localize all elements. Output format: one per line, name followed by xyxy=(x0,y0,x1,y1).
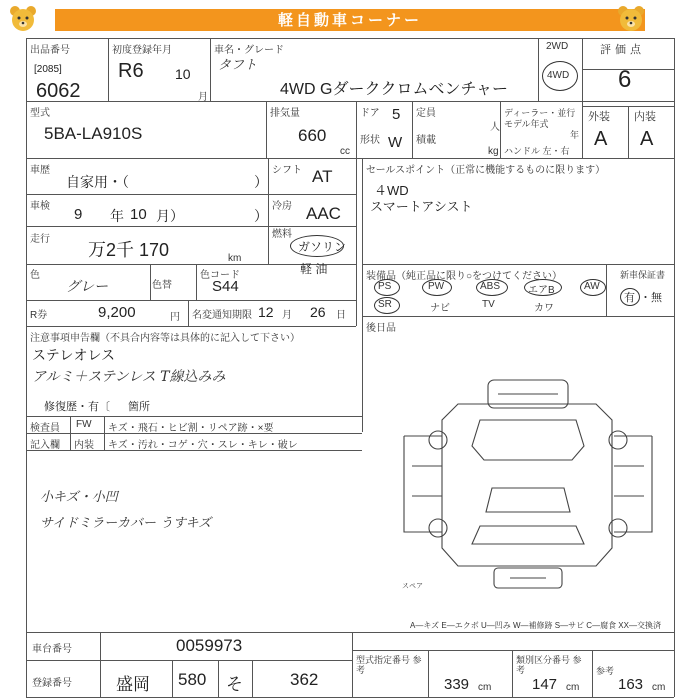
notes-line: ステレオレス xyxy=(32,347,116,363)
registration-kana: そ xyxy=(226,675,243,694)
doors-label: ドア xyxy=(360,108,380,119)
inspection-close: ） xyxy=(254,208,268,224)
spare-tire-label: スペア xyxy=(402,582,423,590)
capacity-label: 定員 xyxy=(416,108,436,119)
equipment-item: SR xyxy=(378,299,392,310)
handle-label: ハンドル 左・右 xyxy=(504,146,570,156)
equipment-item: AW xyxy=(584,281,600,292)
width-value: 147 xyxy=(532,676,558,693)
width-unit: cm xyxy=(566,682,580,693)
exterior-grade: A xyxy=(594,128,608,150)
mileage-label: 走行 xyxy=(30,234,50,245)
repair-close: 箇所 xyxy=(128,401,150,413)
equipment-label: 装備品（純正品に限り○をつけてください） xyxy=(366,271,563,282)
model-year-label: モデル年式 xyxy=(504,119,549,129)
exterior-label: 外装 xyxy=(588,111,610,123)
r-ticket-unit: 円 xyxy=(170,312,180,323)
car-grade: 4WD Gダーククロムベンチャー xyxy=(280,81,508,98)
color-value: グレー xyxy=(66,279,108,295)
usage-label: 車歴 xyxy=(30,165,50,176)
fuel-diesel: 軽 油 xyxy=(300,262,328,276)
inspection-month: 10 xyxy=(130,206,147,223)
title-notice-month-unit: 月 xyxy=(282,310,292,321)
bear-mascot-icon xyxy=(616,4,646,34)
mileage-value: 万2千 170 xyxy=(88,240,170,260)
chassis-number: 0059973 xyxy=(176,636,243,655)
height-value: 163 xyxy=(618,676,644,693)
registration-area: 盛岡 xyxy=(116,675,150,694)
inspection-year: 9 xyxy=(74,206,83,223)
length-value: 339 xyxy=(444,676,470,693)
fuel-label: 燃料 xyxy=(272,229,292,240)
equipment-item: TV xyxy=(482,299,495,310)
color-code: S44 xyxy=(212,278,239,295)
load-label: 積載 xyxy=(416,135,436,146)
displacement-value: 660 xyxy=(298,126,327,145)
load-unit: kg xyxy=(488,146,499,157)
r-ticket-value: 9,200 xyxy=(98,304,136,321)
model-code: 5BA-LA910S xyxy=(44,124,143,143)
doors-value: 5 xyxy=(392,106,401,123)
equipment-item: ABS xyxy=(480,281,501,292)
aircon-value: AAC xyxy=(306,204,341,223)
inspector-note: 小キズ・小凹 xyxy=(40,490,118,505)
lot-number-label: 出品番号 xyxy=(30,45,70,56)
score-value: 6 xyxy=(618,66,632,93)
registration-class: 580 xyxy=(178,670,207,689)
damage-legend: A—キズ E—エクボ U—凹み W—補修跡 S—サビ C—腐食 XX—交換済 xyxy=(410,621,661,630)
inspection-label: 車検 xyxy=(30,201,50,212)
color-label: 色 xyxy=(30,270,40,281)
notes-line: アルミ＋ステンレス T線込みみ xyxy=(32,369,226,385)
inspector-note: サイドミラーカバー うすキズ xyxy=(40,516,212,531)
warranty-yes: 有 xyxy=(624,292,635,304)
dealer-label: ディーラー・並行 xyxy=(504,108,576,118)
warranty-no: ・無 xyxy=(640,292,662,304)
title-notice-label: 名変通知期限 xyxy=(192,310,252,321)
shape-value: W xyxy=(388,134,403,151)
header-banner xyxy=(0,0,700,38)
length-label: 型式指定番号 参考 xyxy=(356,655,422,675)
sales-point-line: ４WD xyxy=(374,183,409,198)
car-damage-diagram xyxy=(396,376,660,592)
banner-title: 軽自動車コーナー xyxy=(55,9,645,31)
equipment-item: エアB xyxy=(528,285,555,296)
r-ticket-label: R券 xyxy=(30,310,48,321)
equipment-item: ナビ xyxy=(430,303,450,314)
mileage-unit: km xyxy=(228,253,242,264)
lot-number: 6062 xyxy=(36,80,81,102)
first-registration-month-unit: 月 xyxy=(198,92,208,103)
height-label: 参考 xyxy=(596,666,615,676)
displacement-unit: cc xyxy=(340,146,350,157)
first-registration-month: 10 xyxy=(175,66,191,82)
usage-value: 自家用・（ xyxy=(66,174,129,190)
length-unit: cm xyxy=(478,682,492,693)
color-code-label: 色コード xyxy=(200,270,240,281)
width-label: 類別区分番号 参考 xyxy=(516,655,582,675)
aircon-label: 冷房 xyxy=(272,201,292,212)
drive-4wd-circled: 4WD xyxy=(547,70,570,81)
first-registration-label: 初度登録年月 xyxy=(112,45,172,56)
sales-point-line: スマートアシスト xyxy=(370,199,473,214)
model-year-unit: 年 xyxy=(570,130,580,140)
entry-label: 記入欄 xyxy=(30,440,60,451)
shift-label: シフト xyxy=(272,165,302,176)
capacity-unit: 人 xyxy=(490,122,500,133)
inspector-label: 検査員 xyxy=(30,423,60,434)
equipment-item: PS xyxy=(378,281,392,292)
drive-2wd-label: 2WD xyxy=(546,41,569,52)
model-label: 型式 xyxy=(30,108,50,119)
interior-label: 内装 xyxy=(634,111,656,123)
sales-points-label: セールスポイント（正常に機能するものに限ります） xyxy=(366,165,606,176)
equipment-item: PW xyxy=(428,281,445,292)
shift-value: AT xyxy=(312,167,333,186)
notes-label: 注意事項申告欄（不具合内容等は具体的に記入して下さい） xyxy=(30,333,300,344)
height-unit: cm xyxy=(652,682,666,693)
interior-checklist: キズ・汚れ・コゲ・穴・スレ・キレ・破レ xyxy=(108,440,298,451)
bear-mascot-icon xyxy=(8,4,38,34)
registration-number: 362 xyxy=(290,670,319,689)
title-notice-month: 12 xyxy=(258,304,274,320)
title-notice-day: 26 xyxy=(310,304,326,320)
displacement-label: 排気量 xyxy=(270,108,300,119)
car-name-label: 車名・グレード xyxy=(214,45,284,56)
warranty-label: 新車保証書 xyxy=(620,270,666,280)
chassis-label: 車台番号 xyxy=(32,644,72,655)
car-name: タフト xyxy=(218,58,258,73)
usage-close: ） xyxy=(254,174,268,190)
shape-label: 形状 xyxy=(360,135,380,146)
interior-tag: 内装 xyxy=(74,440,94,451)
interior-grade: A xyxy=(640,128,654,150)
title-notice-day-unit: 日 xyxy=(336,310,346,321)
fw-tag: FW xyxy=(76,419,92,430)
registration-label: 登録番号 xyxy=(32,678,72,689)
first-registration-era: R6 xyxy=(118,60,144,82)
score-label: 評価点 xyxy=(600,44,645,56)
repair-label: 修復歴・有〔 xyxy=(44,401,110,413)
color-change-label: 色替 xyxy=(152,280,172,291)
equipment-item: カワ xyxy=(534,303,554,314)
inspection-month-unit: 月） xyxy=(156,208,184,224)
rear-items-label: 後日品 xyxy=(366,323,396,334)
fuel-gasoline: ガソリン xyxy=(298,240,347,254)
inspection-year-unit: 年 xyxy=(110,208,124,224)
fw-checklist: キズ・飛石・ヒビ割・リペア跡・×要 xyxy=(108,423,274,434)
lot-sub-number: [2085] xyxy=(34,64,62,75)
